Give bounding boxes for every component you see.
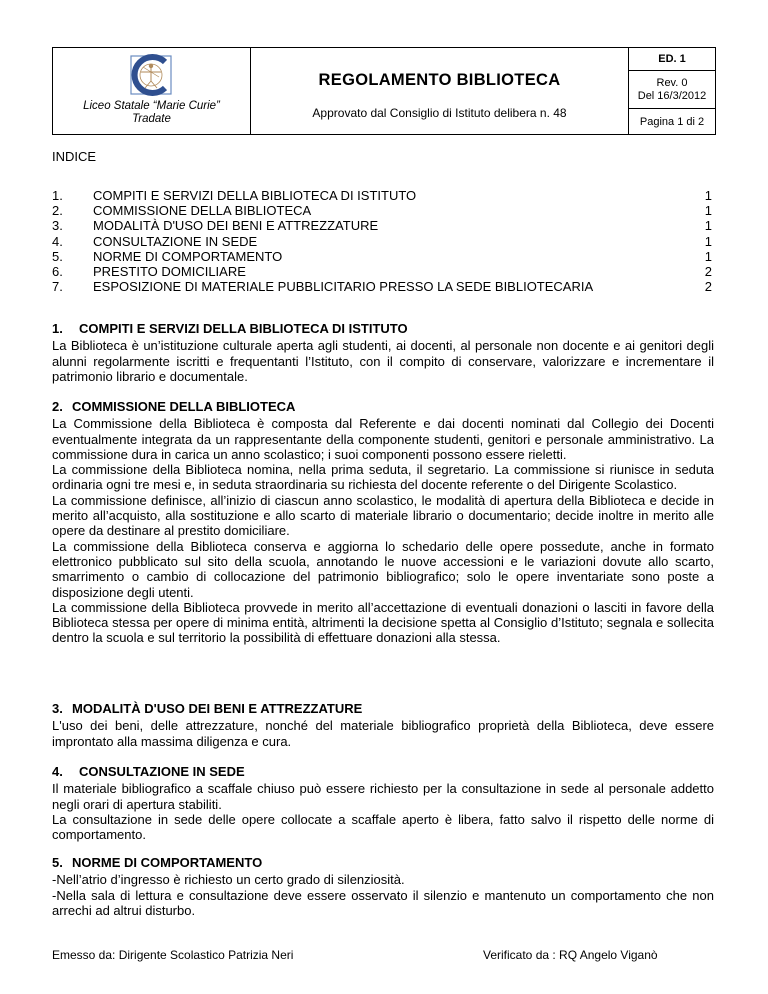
toc-text: COMMISSIONE DELLA BIBLIOTECA	[93, 203, 312, 219]
table-of-contents	[52, 188, 712, 294]
approval-note: Approvato dal Consiglio di Istituto delibera n. 48	[312, 106, 567, 120]
toc-page: 1	[704, 218, 712, 234]
section-number: 4.	[52, 764, 63, 779]
toc-number: 6.	[52, 263, 63, 279]
section-title: NORME DI COMPORTAMENTO	[72, 855, 263, 870]
toc-number: 7.	[52, 279, 63, 295]
toc-text: PRESTITO DOMICILIARE	[93, 263, 246, 279]
section-1	[52, 321, 714, 384]
footer-issued-by: Emesso da: Dirigente Scolastico Patrizia Neri	[52, 948, 294, 962]
title-cell	[251, 48, 629, 134]
toc-item	[52, 188, 712, 203]
school-city: Tradate	[132, 113, 171, 125]
revision-date: Del 16/3/2012	[637, 90, 707, 102]
school-cell	[53, 48, 251, 134]
toc-text: CONSULTAZIONE IN SEDE	[93, 233, 258, 249]
paragraph: La commissione della Biblioteca conserva e aggiorna lo schedario delle opere possedute, anche in formato elettronico pubblicato sul sito della scuola, annotando le nuove accessioni e le variazioni dovute allo scarto, smarrimento o cambio di collocazione del patrimonio bibliografico; solo le opere inventariate sono poste a disposizione degli utenti.	[52, 538, 714, 600]
school-logo-icon	[125, 54, 177, 96]
toc-number: 2.	[52, 203, 63, 219]
toc-page: 2	[704, 263, 712, 279]
revision-cell	[629, 48, 715, 134]
page-number: Pagina 1 di 2	[639, 116, 705, 128]
toc-item	[52, 279, 712, 294]
toc-text: MODALITÀ D'USO DEI BENI E ATTREZZATURE	[93, 218, 379, 234]
section-heading	[52, 764, 714, 779]
edition-label: ED. 1	[629, 48, 715, 71]
section-title: COMPITI E SERVIZI DELLA BIBLIOTECA DI ISTITUTO	[79, 321, 408, 336]
toc-number: 1.	[52, 188, 63, 203]
section-title: CONSULTAZIONE IN SEDE	[79, 764, 245, 779]
paragraph: Il materiale bibliografico a scaffale chiuso può essere richiesto per la consultazione in sede al personale addetto negli orari di apertura stabiliti.	[52, 781, 714, 812]
section-number: 2.	[52, 399, 63, 414]
toc-item	[52, 218, 712, 233]
toc-item	[52, 249, 712, 264]
toc-page: 1	[704, 233, 712, 249]
paragraph: La Commissione della Biblioteca è composta dal Referente e dai docenti nominati dal Collegio dei Docenti eventualmente integrata da un rappresentante della componente studenti, genitori e personale amministrativo. La commissione dura in carica un anno scolastico; i suoi componenti possono essere rieletti.	[52, 416, 714, 462]
document-title: REGOLAMENTO BIBLIOTECA	[318, 71, 561, 89]
toc-number: 5.	[52, 248, 63, 264]
paragraph: -Nell’atrio d’ingresso è richiesto un certo grado di silenziosità.	[52, 872, 405, 888]
revision-info	[629, 71, 715, 109]
section-5	[52, 855, 714, 918]
paragraph: La commissione della Biblioteca nomina, nella prima seduta, il segretario. La commissione si riunisce in seduta ordinaria ogni tre mesi e, in seduta straordinaria su richiesta del docente referente o del Dirigente Scolastico.	[52, 462, 714, 493]
section-heading	[52, 321, 714, 336]
section-number: 1.	[52, 321, 63, 336]
toc-page: 2	[704, 279, 712, 295]
section-number: 5.	[52, 855, 63, 870]
paragraph: La Biblioteca è un’istituzione culturale aperta agli studenti, ai docenti, al personale non docente e ai genitori degli alunni regolarmente iscritti e frequentanti l’Istituto, con il compito di conservare, valorizzare e incrementare il patrimonio librario e documentale.	[52, 338, 714, 384]
paragraph: La commissione della Biblioteca provvede in merito all’accettazione di eventuali donazioni o lasciti in favore della Biblioteca stessa per opere di minima entità, altrimenti la decisione spetta al Consiglio d’Istituto; segnala e sollecita dentro la scuola e sul territorio la possibilità di effettuare donazioni alla stessa.	[52, 599, 714, 646]
index-heading: INDICE	[52, 149, 97, 164]
toc-number: 4.	[52, 233, 63, 249]
section-3	[52, 701, 714, 749]
toc-item	[52, 234, 712, 249]
toc-text: NORME DI COMPORTAMENTO	[93, 248, 283, 264]
toc-page: 1	[704, 188, 712, 203]
toc-item	[52, 203, 712, 218]
section-number: 3.	[52, 701, 63, 716]
section-heading	[52, 855, 714, 870]
document-header	[52, 47, 716, 135]
section-4	[52, 764, 714, 842]
toc-page: 1	[704, 203, 712, 219]
paragraph: -Nella sala di lettura e consultazione deve essere osservato il silenzio e mantenuto un comportamento che non arrechi ad altrui disturbo.	[52, 887, 714, 918]
section-heading	[52, 399, 714, 414]
section-2	[52, 399, 714, 646]
section-title: COMMISSIONE DELLA BIBLIOTECA	[72, 399, 296, 414]
section-title: MODALITÀ D'USO DEI BENI E ATTREZZATURE	[72, 701, 363, 716]
toc-text: COMPITI E SERVIZI DELLA BIBLIOTECA DI ISTITUTO	[93, 188, 417, 203]
footer-verified-by: Verificato da : RQ Angelo Viganò	[483, 948, 658, 962]
toc-item	[52, 264, 712, 279]
paragraph: La consultazione in sede delle opere collocate a scaffale aperto è libera, fatto salvo il rispetto delle norme di comportamento.	[52, 811, 714, 843]
school-name: Liceo Statale “Marie Curie”	[83, 100, 220, 112]
revision-number: Rev. 0	[656, 77, 688, 89]
toc-number: 3.	[52, 218, 63, 234]
section-heading	[52, 701, 714, 716]
toc-page: 1	[704, 248, 712, 264]
toc-text: ESPOSIZIONE DI MATERIALE PUBBLICITARIO PRESSO LA SEDE BIBLIOTECARIA	[93, 279, 594, 295]
paragraph: L'uso dei beni, delle attrezzature, nonché del materiale bibliografico proprietà della Biblioteca, deve essere improntato alla massima diligenza e cura.	[52, 718, 714, 749]
paragraph: La commissione definisce, all’inizio di ciascun anno scolastico, le modalità di apertura della Biblioteca e decide in merito all’acquisto, alla sostituzione e allo scarto di materiale librario o documentario; decide inoltre in merito alle opere da destinare al prestito domiciliare.	[52, 492, 714, 539]
